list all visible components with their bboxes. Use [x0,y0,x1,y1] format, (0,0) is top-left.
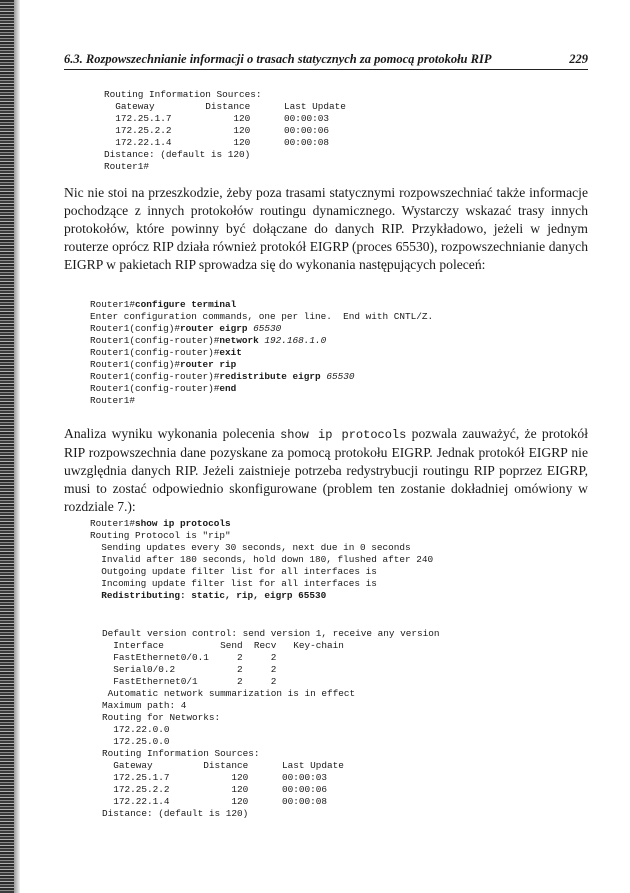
code-line: Invalid after 180 seconds, hold down 180, flushed after 240 [90,554,434,565]
code-command: configure terminal [135,299,237,310]
code-prompt: Router1# [90,518,136,529]
inline-command: show ip protocols [280,428,407,442]
code-line: Incoming update filter list for all interfaces is [90,578,377,589]
code-prompt: Router1(config)# [90,359,181,370]
code-prompt: Router1(config-router)# [90,335,220,346]
code-line: 172.25.2.2 120 00:00:06 [102,784,328,795]
code-line: Outgoing update filter list for all interfaces is [90,566,377,577]
code-argument: 65530 [253,323,282,334]
header-rule [64,69,588,70]
code-prompt: Router1(config-router)# [90,371,220,382]
code-line: Sending updates every 30 seconds, next due in 0 seconds [90,542,411,553]
code-command: end [219,383,237,394]
code-line: Distance: (default is 120) [102,808,249,819]
code-line: Routing for Networks: [102,712,221,723]
code-line: Routing Information Sources: [102,748,260,759]
code-line: Routing Protocol is "rip" [90,530,231,541]
code-argument: 192.168.1.0 [264,335,327,346]
binding-shadow [14,0,20,893]
paragraph-redistribution-intro: Nic nie stoi na przeszkodzie, żeby poza trasami statycznymi rozpowszechniać także informacje pochodzące z innych protokołów routingu dynamicznego. Wystarczy wskazać trasy innych protokołów, które powinny być dołączane do danych RIP. Przykładowo, jeżeli w jednym routerze oprócz RIP działa również protokół EIGRP (proces 65530), rozpowszechnianie danych EIGRP w pakietach RIP sprowadza się do wykonania następujących poleceń: [64,185,588,272]
code-line: Gateway Distance Last Update [102,760,344,771]
code-line: 172.25.1.7 120 00:00:03 [102,772,328,783]
code-command: router eigrp [180,323,254,334]
code-prompt: Router1(config)# [90,323,181,334]
page-number: 229 [569,52,588,66]
code-command: exit [219,347,242,358]
code-line: Maximum path: 4 [102,700,187,711]
code-block-routing-sources [104,89,346,173]
code-prompt: Router1# [90,299,136,310]
paragraph-text: pozwala zauważyć, że protokół RIP rozpowszechnia dane pozyskane za pomocą protokołu EIGRP. Jednak protokół EIGRP nie uwzględnia danych RIP. Jeżeli zaistnieje potrzeba redystrybucji routingu RIP poprzez EIGRP, musi to zostać odpowiednio skonfigurowane (problem ten zostanie dokładniej omówiony w rozdziale 7.): [64,426,589,514]
paragraph-text: Analiza wyniku wykonania polecenia [64,426,281,441]
code-line: Router1# [104,161,150,172]
code-line: 172.25.0.0 [102,736,170,747]
code-line: Gateway Distance Last Update [104,101,346,112]
code-line: FastEthernet0/1 2 2 [102,676,277,687]
book-binding-edge [0,0,14,893]
code-line: Automatic network summarization is in effect [102,688,356,699]
code-line: Router1# [90,395,136,406]
code-line: Serial0/0.2 2 2 [102,664,277,675]
code-block-redistribute-config [90,299,433,407]
header-title: 6.3. Rozpowszechnianie informacji o trasach statycznych za pomocą protokołu RIP [64,52,492,66]
code-line: Routing Information Sources: [104,89,262,100]
code-prompt: Router1(config-router)# [90,347,220,358]
code-line-highlight: Redistributing: static, rip, eigrp 65530 [90,590,327,601]
code-prompt: Router1(config-router)# [90,383,220,394]
code-argument: 65530 [326,371,355,382]
code-line: FastEthernet0/0.1 2 2 [102,652,277,663]
code-line: 172.22.0.0 [102,724,170,735]
code-block-show-ip-protocols-output [90,518,433,602]
code-block-show-ip-protocols-output-cont [102,628,440,820]
code-line: Default version control: send version 1, receive any version [102,628,440,639]
running-header [64,52,588,68]
code-command: router rip [180,359,237,370]
code-line: Interface Send Recv Key-chain [102,640,344,651]
code-line: 172.22.1.4 120 00:00:08 [104,137,330,148]
paragraph-show-ip-protocols [64,425,588,516]
code-line: Distance: (default is 120) [104,149,251,160]
code-line: Enter configuration commands, one per line. End with CNTL/Z. [90,311,434,322]
code-line: 172.22.1.4 120 00:00:08 [102,796,328,807]
code-command: show ip protocols [135,518,231,529]
code-line: 172.25.1.7 120 00:00:03 [104,113,330,124]
code-line: 172.25.2.2 120 00:00:06 [104,125,330,136]
code-command: redistribute eigrp [219,371,327,382]
code-command: network [219,335,265,346]
